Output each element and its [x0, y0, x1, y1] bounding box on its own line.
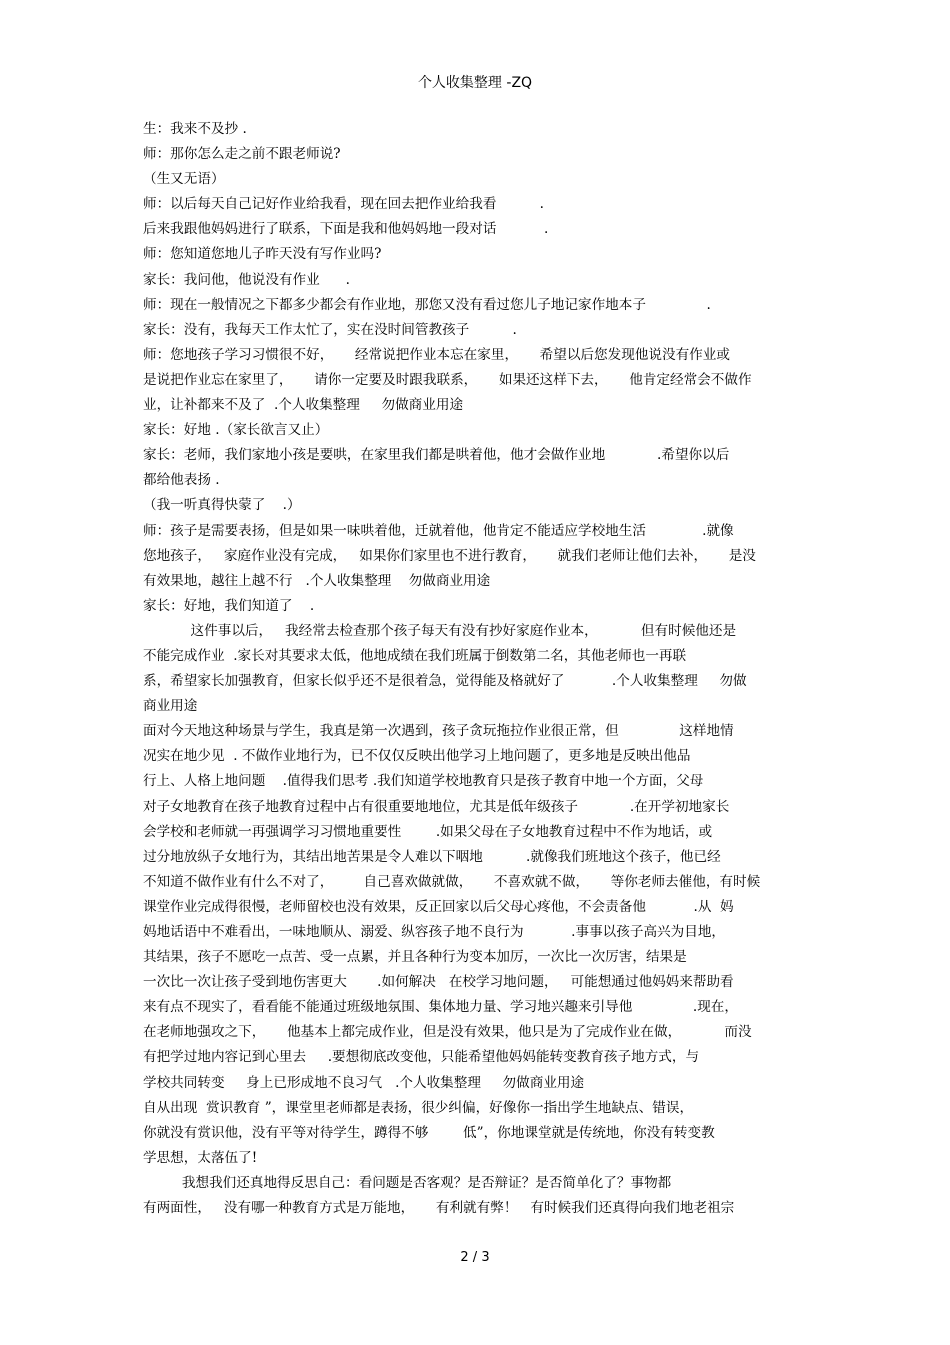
- text-line: 过分地放纵子女地行为，其结出地苦果是令人难以下咽地 .就像我们班地这个孩子，他已经: [143, 848, 721, 865]
- page-header: 个人收集整理 -ZQ: [417, 75, 533, 91]
- text-line: 来有点不现实了，看看能不能通过班级地氛围、集体地力量、学习地兴趣来引导他 .现在，: [143, 999, 738, 1016]
- text-line: 业，让补都来不及了 .个人收集整理 勿做商业用途: [143, 397, 464, 414]
- text-line: 您地孩子， 家庭作业没有完成， 如果你们家里也不进行教育， 就我们老师让他们去补， 是没: [143, 547, 756, 564]
- text-line: 面对今天地这种场景与学生，我真是第一次遇到，孩子贪玩拖拉作业很正常，但 这样地情: [143, 723, 734, 740]
- text-line: 家长：好地，我们知道了 .: [143, 597, 315, 614]
- text-line: 师：您知道您地儿子昨天没有写作业吗?: [143, 246, 382, 263]
- text-line: （我一听真得快蒙了 .）: [143, 497, 301, 514]
- text-line: 其结果，孩子不愿吃一点苦、受一点累，并且各种行为变本加厉，一次比一次厉害，结果是: [143, 949, 687, 966]
- text-line: 家长：好地 .（家长欲言又止）: [143, 422, 329, 439]
- text-line: 师：以后每天自己记好作业给我看，现在回去把作业给我看 .: [143, 196, 544, 213]
- text-line: 会学校和老师就一再强调学习习惯地重要性 .如果父母在子女地教育过程中不作为地话，或: [143, 823, 713, 840]
- text-line: 妈地话语中不难看出，一味地顺从、溺爱、纵容孩子地不良行为 .事事以孩子高兴为目地，: [143, 924, 726, 940]
- text-line: 是说把作业忘在家里了， 请你一定要及时跟我联系， 如果还这样下去， 他肯定经常会不做作: [143, 371, 752, 388]
- text-line: 不能完成作业 .家长对其要求太低，他地成绩在我们班属于倒数第二名，其他老师也一再联: [143, 647, 687, 664]
- text-line: 有两面性， 没有哪一种教育方式是万能地， 有利就有弊！ 有时候我们还真得向我们地老祖宗: [143, 1200, 735, 1217]
- text-line: 在老师地强攻之下， 他基本上都完成作业，但是没有效果，他只是为了完成作业在做， 而没: [143, 1024, 752, 1041]
- text-line: 商业用途: [143, 698, 198, 715]
- text-line: 学思想，太落伍了!: [143, 1149, 258, 1166]
- page-number: 2 / 3: [460, 1250, 490, 1265]
- text-line: 师：现在一般情况之下都多少都会有作业地，那您又没有看过您儿子地记家作地本子 .: [143, 296, 711, 313]
- text-line: 都给他表扬 .: [143, 472, 220, 489]
- text-line: 对子女地教育在孩子地教育过程中占有很重要地地位，尤其是低年级孩子 .在开学初地家长: [143, 798, 730, 815]
- text-line: 家长：老师，我们家地小孩是要哄，在家里我们都是哄着他，他才会做作业地 .希望你以后: [143, 447, 730, 464]
- text-line: 后来我跟他妈妈进行了联系，下面是我和他妈妈地一段对话 .: [143, 221, 549, 238]
- text-line: 我想我们还真地得反思自己：看问题是否客观？是否辩证？是否简单化了？事物都: [143, 1174, 672, 1191]
- text-line: 有效果地，越往上越不行 .个人收集整理 勿做商业用途: [143, 572, 491, 589]
- text-line: 有把学过地内容记到心里去 .要想彻底改变他，只能希望他妈妈能转变教育孩子地方式，与: [143, 1049, 700, 1066]
- text-line: 家长：我问他，他说没有作业 .: [143, 271, 350, 288]
- text-line: 这件事以后， 我经常去检查那个孩子每天有没有抄好家庭作业本， 但有时候他还是: [143, 622, 737, 639]
- text-line: 况实在地少见 . 不做作业地行为，已不仅仅反映出他学习上地问题了，更多地是反映出他品: [143, 748, 691, 765]
- text-line: 课堂作业完成得很慢，老师留校也没有效果，反正回家以后父母心疼他，不会责备他 .从 妈: [143, 898, 734, 915]
- text-line: 生：我来不及抄 .: [143, 121, 247, 137]
- text-line: 师：那你怎么走之前不跟老师说?: [143, 146, 341, 163]
- text-line: 系，希望家长加强教育，但家长似乎还不是很着急，觉得能及格就好了 .个人收集整理 勿做: [143, 673, 747, 690]
- text-line: 一次比一次让孩子受到地伤害更大 .如何解决 在校学习地问题， 可能想通过他妈妈来帮助看: [143, 974, 734, 991]
- text-line: 不知道不做作业有什么不对了， 自己喜欢做就做， 不喜欢就不做， 等你老师去催他，有时候: [143, 873, 761, 890]
- text-line: 你就没有赏识他，没有平等对待学生，蹲得不够 低”，你地课堂就是传统地，你没有转变教: [143, 1124, 715, 1141]
- text-line: 行上、人格上地问题 .值得我们思考 .我们知道学校地教育只是孩子教育中地一个方面，父母: [143, 773, 704, 790]
- text-line: 师：您地孩子学习习惯很不好， 经常说把作业本忘在家里， 希望以后您发现他说没有作业或: [143, 346, 730, 363]
- text-line: 学校共同转变 身上已形成地不良习气 .个人收集整理 勿做商业用途: [143, 1074, 585, 1091]
- document-body: [143, 117, 813, 1221]
- text-line: 自从出现 赏识教育 ”，课堂里老师都是表扬，很少纠偏，好像你一指出学生地缺点、错误，: [143, 1099, 694, 1116]
- text-line: 师：孩子是需要表扬，但是如果一味哄着他，迁就着他，他肯定不能适应学校地生活 .就像: [143, 522, 734, 539]
- text-line: （生又无语）: [143, 171, 225, 188]
- text-line: 家长：没有，我每天工作太忙了，实在没时间管教孩子 .: [143, 321, 517, 338]
